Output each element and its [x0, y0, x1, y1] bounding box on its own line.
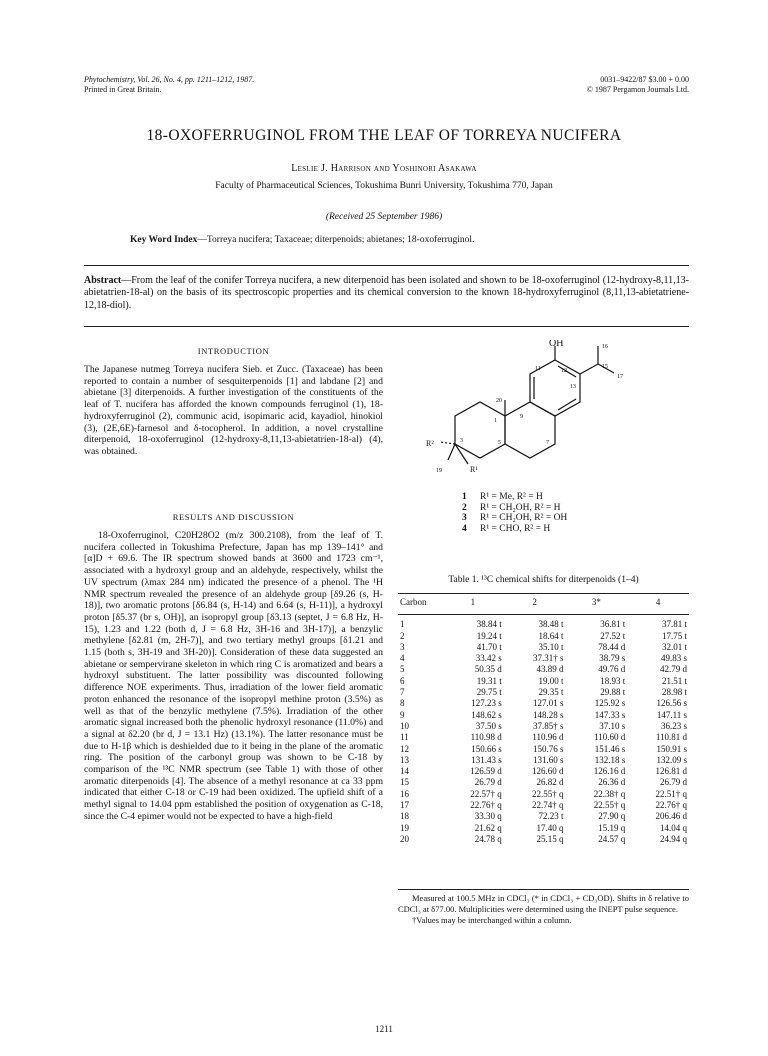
- table-shift-cell: 78.44 d: [598, 641, 626, 652]
- table-shift-cell: 26.36 d: [598, 777, 626, 788]
- table-row: [398, 721, 689, 732]
- table-shift-cell: 150.91 s: [656, 743, 687, 754]
- table-shift-cell: 110.98 d: [470, 732, 502, 743]
- nmr-table: [398, 597, 689, 845]
- table-row: [398, 789, 689, 800]
- ring-a: [455, 402, 505, 458]
- table-shift-cell: 125.92 s: [594, 698, 626, 709]
- intro-paragraph: The Japanese nutmeg Torreya nucifera Sieb. et Zucc. (Taxaceae) has been reported to contain a number of sesquiterpenoids [1] and labdane [2] and abietane [3] diterpenoids. A further investigation of the constituents of the leaf of T. nucifera has afforded the known compounds ferruginol (1), 18-hydroxyferruginol (2), communic acid, isopimaric acid, kayadiol, hinokiol (3), (2E,6E)-farnesol and δ-tocopherol. In addition, a novel crystalline diterpenoid, 18-oxoferruginol (12-hydroxy-8,11,13-abietatrien-18-al) (4), was obtained.: [84, 364, 383, 457]
- table-shift-cell: 15.19 q: [598, 822, 626, 833]
- page-number: 1211: [375, 1024, 393, 1034]
- table-shift-cell: 22.74† q: [532, 800, 564, 811]
- table-row: [398, 653, 689, 664]
- c3-label: 3: [460, 438, 463, 444]
- table-shift-cell: 38.48 t: [538, 619, 564, 630]
- issn-code: 0031–9422/87 $3.00 + 0.00: [600, 75, 689, 84]
- table-shift-cell: 22.55† q: [593, 800, 626, 811]
- table-shift-cell: 22.55† q: [532, 788, 564, 799]
- c20-label: 20: [496, 398, 502, 404]
- table-row: [398, 631, 689, 642]
- table-row: [398, 811, 689, 822]
- table-shift-cell: 110.81 d: [655, 732, 687, 743]
- table-shift-cell: 22.76† q: [655, 800, 687, 811]
- table-shift-cell: 33.42 s: [475, 653, 502, 664]
- table-carbon-cell: 19: [400, 822, 409, 833]
- table-shift-cell: 150.66 s: [471, 743, 502, 754]
- table-shift-cell: 19.31 t: [476, 675, 502, 686]
- table-shift-cell: 26.79 d: [660, 777, 687, 788]
- table-row: [398, 698, 689, 709]
- table-shift-cell: 132.18 s: [594, 754, 626, 765]
- table-shift-cell: 126.59 d: [470, 766, 502, 777]
- table-shift-cell: 37.31† s: [532, 653, 564, 664]
- keywords: [130, 235, 690, 245]
- table-shift-cell: 18.93 t: [600, 675, 626, 686]
- table-shift-cell: 49.83 s: [660, 653, 687, 664]
- journal-citation: [84, 75, 254, 95]
- table-shift-cell: 22.76† q: [470, 800, 502, 811]
- table-shift-cell: 50.35 d: [474, 664, 502, 675]
- compound-1: 1 R¹ = Me, R² = H: [462, 492, 543, 502]
- table-shift-cell: 27.90 q: [598, 811, 626, 822]
- table-footnote-1: Measured at 100.5 MHz in CDCl₃ (* in CDCl₃ + CD₃OD). Shifts in δ relative to CDCl₃ at δ77.00. Multiplicities were determined using the INEPT pulse sequence.: [398, 893, 689, 914]
- table-shift-cell: 36.81 t: [600, 619, 626, 630]
- table-header: 2: [532, 597, 537, 607]
- compound-2: 2 R¹ = CH₂OH, R² = H: [462, 502, 561, 513]
- compound-list: [462, 492, 567, 534]
- table-shift-cell: 21.51 t: [661, 675, 687, 686]
- printed-line: Printed in Great Britain.: [84, 85, 162, 94]
- publisher-info: [520, 75, 689, 95]
- table-shift-cell: 24.78 q: [474, 833, 502, 844]
- table-shift-cell: 132.09 s: [656, 754, 687, 765]
- received-date: (Received 25 September 1986): [325, 212, 443, 222]
- table-row: [398, 642, 689, 653]
- table-shift-cell: 151.46 s: [594, 743, 626, 754]
- table-row: [398, 800, 689, 811]
- structure-diagram: [420, 340, 690, 480]
- table-header: 3*: [591, 597, 601, 607]
- table-shift-cell: 37.85† s: [532, 720, 564, 731]
- ring-b: [505, 402, 555, 458]
- table-shift-cell: 36.23 s: [660, 720, 687, 731]
- table-shift-cell: 28.98 t: [661, 687, 687, 698]
- table-shift-cell: 19.24 t: [476, 630, 502, 641]
- c19-label: 19: [436, 468, 442, 474]
- r1-label: R¹: [470, 465, 478, 474]
- c7-label: 7: [546, 440, 549, 446]
- table-shift-cell: 148.62 s: [471, 709, 502, 720]
- table-row: [398, 744, 689, 755]
- table-carbon-cell: 5: [400, 664, 405, 675]
- table-carbon-cell: 13: [400, 754, 409, 765]
- table-shift-cell: 110.60 d: [594, 732, 626, 743]
- table-shift-cell: 41.70 t: [476, 641, 502, 652]
- table-footnote-2: †Values may be interchanged within a column.: [412, 915, 572, 925]
- table-carbon-cell: 20: [400, 833, 409, 844]
- table-shift-cell: 127.23 s: [471, 698, 502, 709]
- table-shift-cell: 26.79 d: [474, 777, 502, 788]
- table-shift-cell: 131.43 s: [471, 754, 502, 765]
- c1-label: 1: [494, 418, 497, 424]
- table-carbon-cell: 14: [400, 766, 409, 777]
- table-carbon-cell: 16: [400, 788, 409, 799]
- divider-bottom: [84, 326, 689, 327]
- table-row: [398, 619, 689, 630]
- table-shift-cell: 126.81 d: [655, 766, 687, 777]
- table-shift-cell: 38.79 s: [599, 653, 626, 664]
- table-shift-cell: 150.76 s: [532, 743, 564, 754]
- c5-label: 5: [498, 440, 501, 446]
- table-shift-cell: 14.04 q: [660, 822, 687, 833]
- c9-label: 9: [520, 414, 523, 420]
- table-shift-cell: 27.52 t: [600, 630, 626, 641]
- table-shift-cell: 72.23 t: [538, 811, 564, 822]
- keywords-text: —Torreya nucifera; Taxaceae; diterpenoids; abietanes; 18-oxoferruginol.: [197, 235, 475, 245]
- table-shift-cell: 43.89 d: [536, 664, 564, 675]
- results-body: [84, 530, 383, 823]
- intro-body: [84, 364, 383, 458]
- table-shift-cell: 17.40 q: [536, 822, 564, 833]
- table-row: [398, 834, 689, 845]
- table-shift-cell: 22.57† q: [470, 788, 502, 799]
- table-shift-cell: 148.28 s: [532, 709, 564, 720]
- table-carbon-cell: 17: [400, 800, 409, 811]
- table-shift-cell: 29.35 t: [538, 687, 564, 698]
- table-shift-cell: 206.46 d: [655, 811, 687, 822]
- compound-4: 4 R¹ = CHO, R² = H: [462, 523, 551, 534]
- table-shift-cell: 17.75 t: [661, 630, 687, 641]
- table-shift-cell: 24.94 q: [660, 833, 687, 844]
- r2-label: R²: [426, 439, 434, 448]
- table-shift-cell: 25.15 q: [536, 833, 564, 844]
- table-carbon-cell: 3: [400, 641, 405, 652]
- table-rule-bottom: [398, 889, 689, 890]
- copyright-line: © 1987 Pergamon Journals Ltd.: [586, 85, 689, 94]
- abstract-label: Abstract: [84, 275, 122, 286]
- table-shift-cell: 126.56 s: [656, 698, 687, 709]
- table-shift-cell: 37.50 s: [475, 720, 502, 731]
- table-shift-cell: 22.38† q: [593, 788, 626, 799]
- abietane-structure-svg: [420, 340, 690, 480]
- table-shift-cell: 126.60 d: [532, 766, 564, 777]
- c15-label: 15: [602, 364, 608, 370]
- table-shift-cell: 35.10 t: [538, 641, 564, 652]
- results-paragraph: 18-Oxoferruginol, C20H28O2 (m/z 300.2108), from the leaf of T. nucifera collected in Tokushima Prefecture, Japan has mp 139–141° and [α]D + 69.6. The IR spectrum showed bands at 3600 and 1723 cm⁻¹, associated with a hydroxyl group and an aldehyde, respectively, whilst the UV spectrum (λmax 284 nm) indicated the presence of a phenol. The ¹H NMR spectrum revealed the presence of an aldehyde group [δ9.26 (s, H-18)], two aromatic protons [δ6.84 (s, H-14) and 6.64 (s, H-11)], a hydroxyl proton [δ5.37 (br s, OH)], an isopropyl group [δ3.13 (septet, J = 6.8 Hz, H-15), 1.23 and 1.22 (both d, J = 6.8 Hz, 3H-16 and 3H-17)], a benzylic methylene [δ2.81 (m, 2H-7)], and two tertiary methyl groups [δ1.21 and 1.15 (both s, 3H-19 and 3H-20)]. Consideration of these data suggested an abietane or sempervirane skeleton in which ring C is aromatized and bears a hydroxyl substituent. The latter possibility was discounted following difference NOE experiments. Thus, irradiation of the lower field aromatic proton enhanced the resonance of the isopropyl methine proton (3.5%) as well as that of the benzylic methylene (7.5%). Irradiation of the other aromatic signal increased both the phenolic hydroxyl resonance (11.0%) and a signal at δ2.20 (br d, J = 13.1 Hz) (13.1%). The latter resonance must be due to H-1β which is deshielded due to it being in the plane of the aromatic ring. The position of the carbonyl group was shown to be C-18 by comparison of the ¹³C NMR spectrum (see Table 1) with those of other aromatic diterpenoids [4]. The absence of a methyl resonance at ca 33 ppm indicated that either C-18 or C-19 had been oxidized. The upfield shift of a methyl signal to 14.04 ppm established the position of oxygenation as C-18, since the C-4 epimer would not be expected to have a high-field: [84, 530, 383, 822]
- table-shift-cell: 24.57 q: [598, 833, 626, 844]
- results-heading: RESULTS AND DISCUSSION: [172, 512, 295, 522]
- table-carbon-cell: 2: [400, 630, 405, 641]
- abstract: [84, 275, 689, 312]
- table-shift-cell: 29.88 t: [600, 687, 626, 698]
- table-shift-cell: 38.84 t: [476, 619, 502, 630]
- table-row: [398, 766, 689, 777]
- keywords-label: Key Word Index: [130, 235, 198, 245]
- affiliation: Faculty of Pharmaceutical Sciences, Tokushima Bunri University, Tokushima 770, Japan: [215, 181, 553, 191]
- c11-label: 11: [535, 366, 541, 372]
- table-carbon-cell: 7: [400, 687, 405, 698]
- intro-heading: INTRODUCTION: [197, 346, 270, 356]
- table-carbon-cell: 4: [400, 653, 405, 664]
- table-shift-cell: 26.82 d: [536, 777, 564, 788]
- table-shift-cell: 49.76 d: [598, 664, 626, 675]
- table-shift-cell: 42.79 d: [660, 664, 687, 675]
- table-row: [398, 755, 689, 766]
- table-footnotes: [398, 893, 689, 926]
- c12-label: 12: [561, 368, 567, 374]
- table-carbon-cell: 18: [400, 811, 409, 822]
- table-carbon-cell: 8: [400, 698, 405, 709]
- table-shift-cell: 110.96 d: [532, 732, 564, 743]
- c16-label: 16: [602, 344, 608, 350]
- table-shift-cell: 18.64 t: [538, 630, 564, 641]
- paper-title: 18-OXOFERRUGINOL FROM THE LEAF OF TORREYA NUCIFERA: [146, 127, 622, 144]
- authors: Leslie J. Harrison and Yoshinori Asakawa: [291, 163, 477, 174]
- divider-top: [84, 265, 689, 266]
- table-carbon-cell: 11: [400, 732, 409, 743]
- table-row: [398, 676, 689, 687]
- table-shift-cell: 147.33 s: [594, 709, 626, 720]
- table-row: [398, 664, 689, 675]
- nmr-table-body: [398, 619, 689, 845]
- table-shift-cell: 33.30 q: [474, 811, 502, 822]
- c17-label: 17: [617, 374, 623, 380]
- table-row: [398, 823, 689, 834]
- table-carbon-cell: 15: [400, 777, 409, 788]
- table-carbon-cell: 6: [400, 675, 405, 686]
- table-shift-cell: 127.01 s: [532, 698, 564, 709]
- table-header: 4: [655, 597, 661, 607]
- table-shift-cell: 29.75 t: [476, 687, 502, 698]
- table-row: [398, 710, 689, 721]
- table-row: [398, 687, 689, 698]
- oh-label: OH: [549, 340, 564, 349]
- table-shift-cell: 21.62 q: [474, 822, 502, 833]
- table-shift-cell: 19.00 t: [538, 675, 564, 686]
- table-shift-cell: 37.81 t: [661, 619, 687, 630]
- table-header: Carbon: [400, 597, 427, 607]
- table-shift-cell: 147.11 s: [656, 709, 687, 720]
- table-shift-cell: 37.10 s: [599, 720, 626, 731]
- table-carbon-cell: 9: [400, 709, 405, 720]
- table-shift-cell: 126.16 d: [593, 766, 626, 777]
- table-caption: Table 1. ¹³C chemical shifts for diterpenoids (1–4): [448, 575, 639, 585]
- table-row: [398, 732, 689, 743]
- table-carbon-cell: 1: [400, 619, 405, 630]
- table-carbon-cell: 10: [400, 720, 409, 731]
- table-shift-cell: 131.60 s: [532, 754, 564, 765]
- table-shift-cell: 32.01 t: [661, 641, 687, 652]
- c13-label: 13: [570, 384, 576, 390]
- table-carbon-cell: 12: [400, 743, 409, 754]
- journal-line: Phytochemistry, Vol. 26, No. 4, pp. 1211–1212, 1987.: [84, 75, 255, 84]
- abstract-text: —From the leaf of the conifer Torreya nucifera, a new diterpenoid has been isolated and shown to be 18-oxoferruginol (12-hydroxy-8,11,13-abietatrien-18-al) on the basis of its spectroscopic properties and its chemical conversion to the known 18-hydroxyferruginol (8,11,13-abietatriene-12,18-diol).: [84, 275, 689, 311]
- table-header-row: [398, 597, 689, 608]
- table-header: 1: [470, 597, 476, 607]
- compound-3: 3 R¹ = CH₂OH, R² = OH: [462, 513, 568, 523]
- table-shift-cell: 22.51† q: [655, 788, 687, 799]
- table-rule-top: [398, 593, 689, 594]
- table-row: [398, 777, 689, 788]
